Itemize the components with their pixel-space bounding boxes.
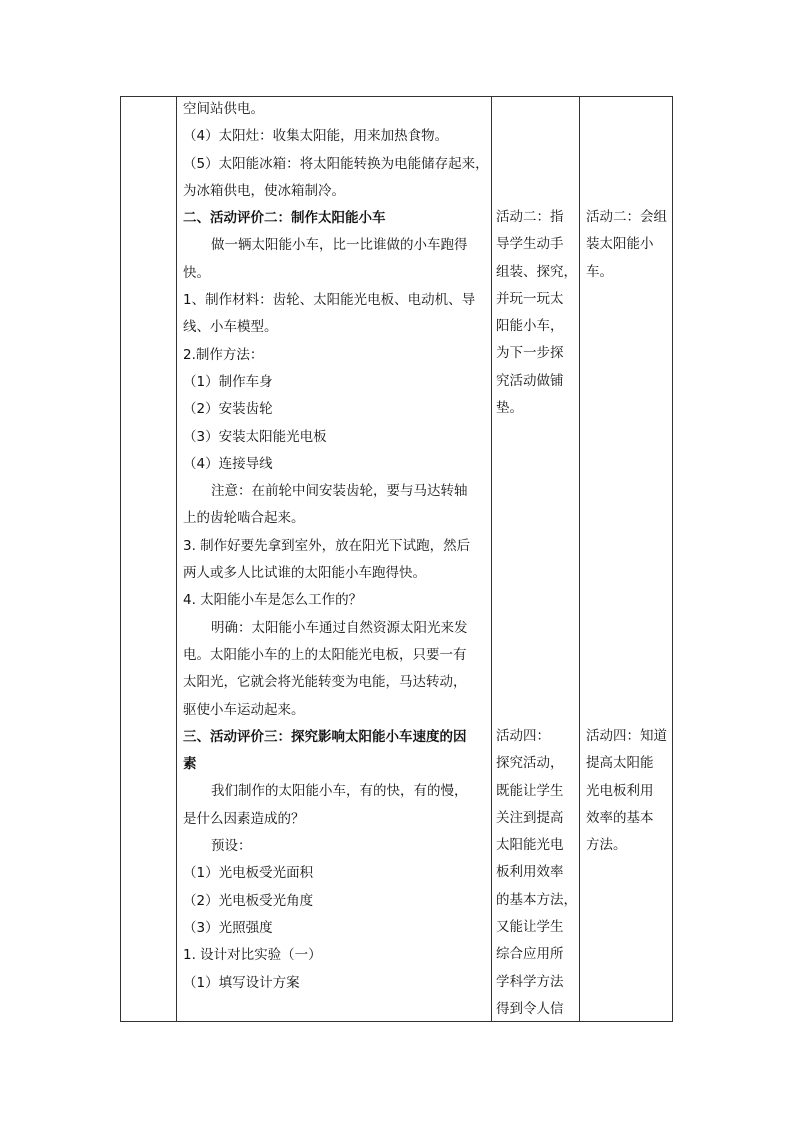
activity-line: 活动二：指 [496, 209, 564, 225]
goal-line: 装太阳能小 [586, 236, 654, 253]
activity-line: 并玩一玩太 [496, 290, 564, 307]
activity-line: 探究活动， [496, 755, 564, 772]
content-line: （1）填写设计方案 [183, 974, 300, 991]
content-line: 4. 太阳能小车是怎么工作的？ [183, 592, 363, 609]
goal-line: 效率的基本 [586, 809, 654, 826]
col-border-1 [176, 96, 177, 1022]
section-heading-2: 二、活动评价二：制作太阳能小车 [183, 210, 386, 227]
content-line: 1、制作材料：齿轮、太阳能光电板、电动机、导 [183, 292, 476, 309]
goal-line: 活动四：知道 [586, 728, 667, 744]
section-heading-3: 三、活动评价三：探究影响太阳能小车速度的因 [183, 728, 467, 745]
content-line: （3）光照强度 [183, 919, 273, 936]
activity-line: 为下一步探 [496, 345, 564, 362]
content-line: 我们制作的太阳能小车，有的快，有的慢， [211, 783, 468, 800]
goal-line: 光电板利用 [586, 782, 654, 799]
activity-line: 活动四： [496, 728, 550, 744]
section-heading-3-cont: 素 [183, 756, 197, 773]
content-line: （1）光电板受光面积 [183, 865, 314, 882]
content-line: 快。 [183, 264, 210, 281]
teacher-activity-cell-4 [496, 723, 578, 1023]
content-line: 是什么因素造成的？ [183, 810, 305, 827]
activity-line: 学科学方法 [496, 973, 564, 990]
content-line: （4）太阳灶：收集太阳能，用来加热食物。 [183, 128, 449, 145]
content-line: 空间站供电。 [183, 101, 264, 117]
activity-line: 得到令人信 [496, 1000, 564, 1017]
col-border-2 [491, 96, 492, 1022]
col-border-3 [579, 96, 580, 1022]
content-line: 太阳光，它就会将光能转变为电能，马达转动， [183, 674, 467, 691]
activity-line: 的基本方法， [496, 891, 577, 908]
teacher-activity-cell-2 [496, 204, 578, 422]
content-line: 预设： [211, 838, 252, 855]
content-line: 做一辆太阳能小车，比一比谁做的小车跑得 [211, 237, 468, 254]
content-line: 明确：太阳能小车通过自然资源太阳光来发 [211, 619, 468, 636]
content-line: 为冰箱供电，使冰箱制冷。 [183, 182, 345, 199]
content-line: 线、小车模型。 [183, 319, 278, 336]
content-line: 3. 制作好要先拿到室外，放在阳光下试跑，然后 [183, 537, 471, 554]
lesson-table [120, 96, 673, 1022]
activity-line: 既能让学生 [496, 782, 564, 799]
content-line: （4）连接导线 [183, 455, 273, 472]
goal-line: 活动二：会组 [586, 209, 667, 225]
activity-line: 关注到提高 [496, 809, 564, 826]
content-line: （2）安装齿轮 [183, 401, 273, 418]
content-line: （2）光电板受光角度 [183, 892, 314, 909]
content-line: （3）安装太阳能光电板 [183, 428, 327, 445]
activity-line: 导学生动手 [496, 236, 564, 253]
content-line: 上的齿轮啮合起来。 [183, 510, 305, 527]
goal-cell-2 [586, 204, 668, 286]
content-line: 电。太阳能小车的上的太阳能光电板，只要一有 [183, 646, 467, 663]
table-bottom-border [120, 1021, 673, 1022]
content-line: 1. 设计对比实验（一） [183, 947, 322, 964]
activity-line: 综合应用所 [496, 946, 564, 963]
activity-line: 组装、探究， [496, 263, 577, 280]
activity-line: 阳能小车， [496, 318, 564, 335]
goal-cell-4 [586, 723, 668, 859]
content-line: 2.制作方法： [183, 346, 264, 363]
activity-line: 又能让学生 [496, 919, 564, 936]
content-line: 驱使小车运动起来。 [183, 701, 305, 718]
goal-line: 车。 [586, 263, 613, 280]
activity-line: 板利用效率 [496, 864, 564, 881]
goal-line: 方法。 [586, 837, 627, 854]
content-line: （5）太阳能冰箱：将太阳能转换为电能储存起来， [183, 155, 489, 172]
content-line: 注意：在前轮中间安装齿轮，要与马达转轴 [211, 483, 468, 500]
content-line: （1）制作车身 [183, 373, 273, 390]
goal-line: 提高太阳能 [586, 755, 654, 772]
activity-line: 太阳能光电 [496, 837, 564, 854]
activity-line: 垫。 [496, 400, 523, 417]
teaching-content-cell [183, 96, 490, 997]
col-border-left [120, 96, 121, 1022]
activity-line: 究活动做铺 [496, 372, 564, 389]
col-border-right [672, 96, 673, 1022]
content-line: 两人或多人比试谁的太阳能小车跑得快。 [183, 565, 426, 582]
